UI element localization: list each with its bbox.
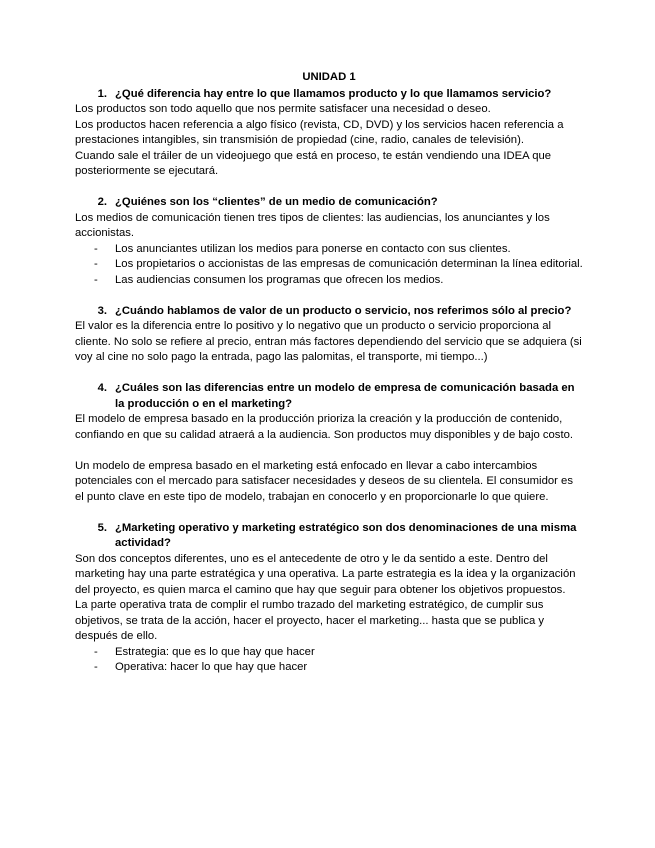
list-item <box>75 645 583 661</box>
answer-paragraph: El modelo de empresa basado en la producción prioriza la creación y la producción de contenido, confiando en que su calidad atraerá a la audiencia. Son productos muy disponibles y de bajo costo. <box>75 413 574 441</box>
list-item-text: Los propietarios o accionistas de las empresas de comunicación determinan la línea editorial. <box>115 258 583 270</box>
bullet-dash: - <box>94 273 98 286</box>
question-text: ¿Cuáles son las diferencias entre un modelo de empresa de comunicación basada en la producción o en el marketing? <box>115 382 575 410</box>
bullet-list <box>75 242 583 289</box>
question-number: 5. <box>97 521 107 534</box>
question-number: 2. <box>97 196 107 208</box>
question-text: ¿Cuándo hablamos de valor de un producto o servicio, nos referimos sólo al precio? <box>115 304 572 317</box>
answer-paragraph: Cuando sale el tráiler de un videojuego que está en proceso, te están vendiendo una IDEA que posteriormente se ejecutará. <box>75 149 552 177</box>
list-item <box>75 660 583 676</box>
list-item <box>75 257 583 273</box>
answer-paragraph: Un modelo de empresa basado en el marketing está enfocado en llevar a cabo intercambios potenciales con el mercado para satisfacer necesidades y deseos de su clientela. El consumidor es el punto clave en este tipo de modelo, trabajan en conocerlo y en proporcionarle lo que quiere. <box>75 459 573 503</box>
question-text: ¿Quiénes son los “clientes” de un medio de comunicación? <box>115 196 438 208</box>
document-title: UNIDAD 1 <box>302 71 356 83</box>
bullet-dash: - <box>94 645 98 658</box>
question-3 <box>75 304 583 320</box>
answer-paragraph: Los productos hacen referencia a algo físico (revista, CD, DVD) y los servicios hacen referencia a prestaciones intangibles, sin transmisión de propiedad (cine, radio, canales de televisión). <box>75 118 564 146</box>
bullet-dash: - <box>94 242 98 255</box>
question-1 <box>75 87 583 103</box>
list-item-text: Las audiencias consumen los programas que ofrecen los medios. <box>115 273 444 286</box>
question-2 <box>75 195 583 211</box>
question-5 <box>75 521 583 552</box>
answer-paragraph: El valor es la diferencia entre lo positivo y lo negativo que un producto o servicio proporciona al cliente. No solo se refiere al precio, entran más factores dependiendo del servicio que se adquiera (si voy al cine no solo pago la entrada, pago las palomitas, el transporte, mi tiempo...) <box>75 320 582 363</box>
question-4 <box>75 381 583 412</box>
answer-paragraph: La parte operativa trata de complir el rumbo trazado del marketing estratégico, de cumplir sus objetivos, se trata de la acción, hacer el proyecto, hacer el marketing... hasta que se publica y después de ello. <box>75 599 545 642</box>
question-text: ¿Marketing operativo y marketing estratégico son dos denominaciones de una misma actividad? <box>115 521 577 549</box>
list-item <box>75 242 583 258</box>
list-item-text: Los anunciantes utilizan los medios para ponerse en contacto con sus clientes. <box>115 242 511 255</box>
bullet-dash: - <box>94 661 98 673</box>
question-text: ¿Qué diferencia hay entre lo que llamamos producto y lo que llamamos servicio? <box>115 87 552 100</box>
answer-paragraph: Los medios de comunicación tienen tres tipos de clientes: las audiencias, los anunciantes y los accionistas. <box>75 211 550 239</box>
answer-paragraph: Son dos conceptos diferentes, uno es el antecedente de otro y le da sentido a este. Dentro del marketing hay una parte estratégica y una operativa. La parte estrategia es la idea y la organización del proyecto, es quien marca el camino que hay que seguir para obtener los objetivos propuestos. <box>75 552 576 596</box>
document-page <box>75 70 583 676</box>
bullet-list <box>75 645 583 676</box>
list-item-text: Estrategia: que es lo que hay que hacer <box>115 645 315 658</box>
bullet-dash: - <box>94 258 98 270</box>
question-number: 1. <box>97 87 107 100</box>
question-number: 3. <box>97 304 107 317</box>
question-number: 4. <box>97 382 107 394</box>
list-item-text: Operativa: hacer lo que hay que hacer <box>115 661 308 673</box>
answer-paragraph: Los productos son todo aquello que nos permite satisfacer una necesidad o deseo. <box>75 103 491 115</box>
list-item <box>75 273 583 289</box>
